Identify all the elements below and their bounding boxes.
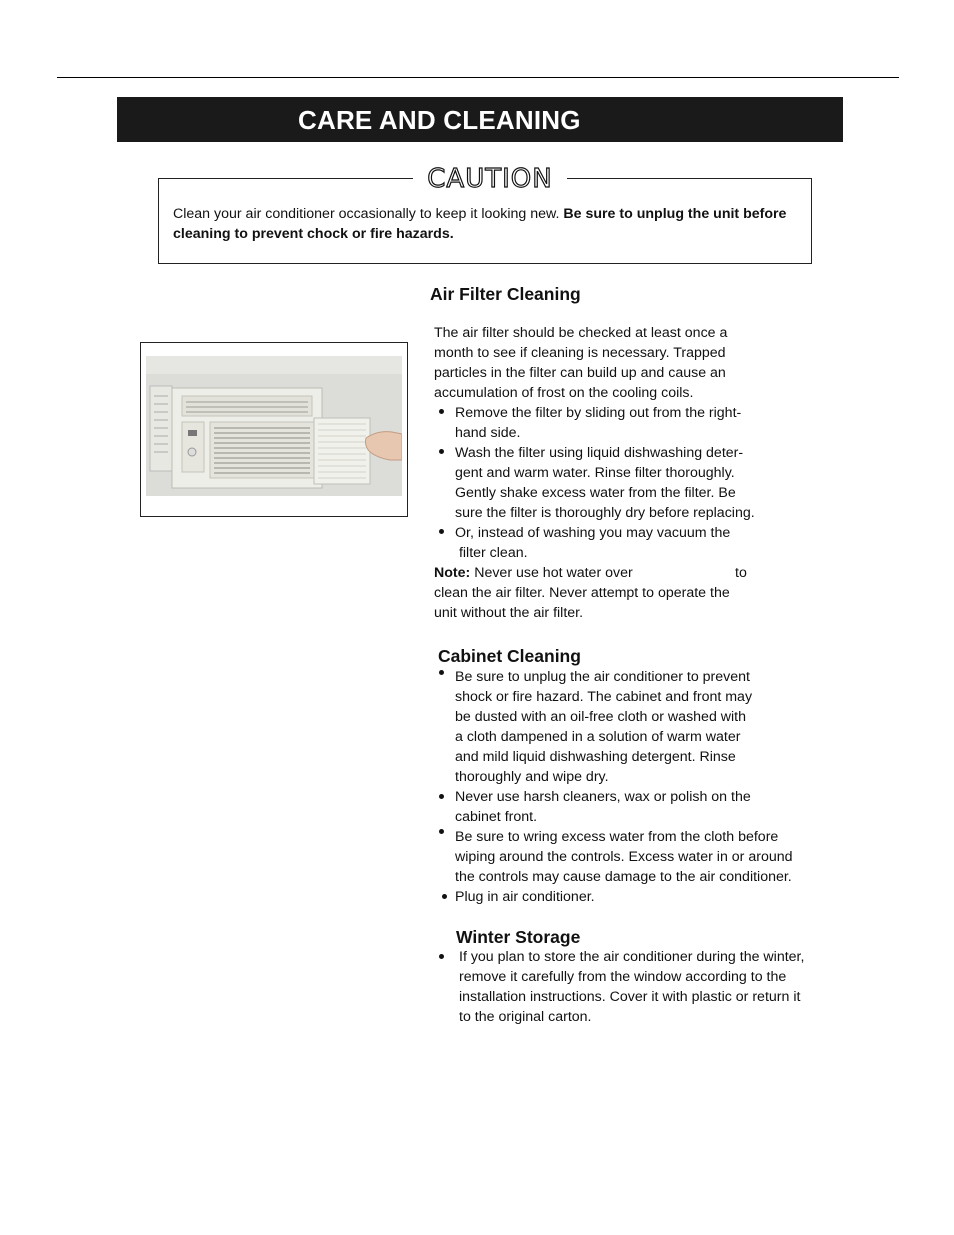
air-filter-photo-frame <box>140 342 408 517</box>
top-rule <box>57 77 899 78</box>
air-filter-intro-2: month to see if cleaning is necessary. Trapped <box>434 345 726 361</box>
cabinet-heading: Cabinet Cleaning <box>438 646 581 666</box>
caution-text <box>173 204 803 244</box>
air-filter-heading: Air Filter Cleaning <box>430 284 581 304</box>
winter-bullet-1-line-4: to the original carton. <box>459 1009 592 1025</box>
air-filter-bullet-1-line-2: hand side. <box>455 425 521 441</box>
bullet-dot <box>439 449 444 454</box>
winter-bullet-1-line-3: installation instructions. Cover it with plastic or return it <box>459 989 801 1005</box>
bullet-dot <box>439 829 444 834</box>
air-filter-intro-4: accumulation of frost on the cooling coils. <box>434 385 694 401</box>
section-banner <box>117 97 843 142</box>
air-filter-note-2: clean the air filter. Never attempt to operate the <box>434 585 730 601</box>
bullet-dot <box>439 529 444 534</box>
cabinet-bullet-1-line-2: shock or fire hazard. The cabinet and front may <box>455 689 753 705</box>
bullet-dot <box>439 409 444 414</box>
cabinet-bullet-4-line-1: Plug in air conditioner. <box>455 889 595 905</box>
cabinet-bullet-2-line-1: Never use harsh cleaners, wax or polish on the <box>455 789 751 805</box>
bullet-dot <box>439 670 444 675</box>
note-label: Note: <box>434 565 471 581</box>
cabinet-bullet-1-line-4: a cloth dampened in a solution of warm water <box>455 729 741 745</box>
cabinet-bullet-1-line-5: and mild liquid dishwashing detergent. Rinse <box>455 749 736 765</box>
note-text: Never use hot water over <box>470 565 633 581</box>
air-filter-bullet-2-line-2: gent and warm water. Rinse filter thoroughly. <box>455 465 735 481</box>
air-filter-note-end: to <box>735 565 747 581</box>
cabinet-bullet-1-line-6: thoroughly and wipe dry. <box>455 769 609 785</box>
cabinet-bullet-2-line-2: cabinet front. <box>455 809 538 825</box>
air-filter-note <box>434 563 633 583</box>
air-filter-bullet-3-line-1: Or, instead of washing you may vacuum the <box>455 525 731 541</box>
bullet-dot <box>439 794 444 799</box>
air-conditioner-illustration <box>146 356 402 496</box>
winter-bullet-1-line-2: remove it carefully from the window according to the <box>459 969 787 985</box>
page-title: CARE AND CLEANING <box>298 105 581 135</box>
air-filter-bullet-1-line-1: Remove the filter by sliding out from the right- <box>455 405 742 421</box>
air-filter-bullet-2-line-3: Gently shake excess water from the filter. Be <box>455 485 736 501</box>
winter-heading: Winter Storage <box>456 927 581 947</box>
cabinet-bullet-3-line-1: Be sure to wring excess water from the cloth before <box>455 829 779 845</box>
cabinet-bullet-3-line-2: wiping around the controls. Excess water in or around <box>455 849 793 865</box>
air-filter-intro-3: particles in the filter can build up and cause an <box>434 365 726 381</box>
air-filter-bullet-2-line-4: sure the filter is thoroughly dry before replacing. <box>455 505 755 521</box>
air-filter-intro-1: The air filter should be checked at least once a <box>434 325 728 341</box>
caution-text-bold: Be sure to unplug the unit before cleaning to prevent chock or fire hazards. <box>173 206 787 242</box>
air-filter-bullet-3-line-2: filter clean. <box>455 545 528 561</box>
cabinet-bullet-1-line-3: be dusted with an oil-free cloth or washed with <box>455 709 747 725</box>
winter-bullet-1-line-1: If you plan to store the air conditioner during the winter, <box>459 949 805 965</box>
bullet-dot <box>442 894 447 899</box>
bullet-dot <box>439 954 444 959</box>
caution-text-normal: Clean your air conditioner occasionally to keep it looking new. <box>173 206 564 222</box>
air-filter-note-3: unit without the air filter. <box>434 605 584 621</box>
cabinet-bullet-3-line-3: the controls may cause damage to the air conditioner. <box>455 869 792 885</box>
cabinet-bullet-1-line-1: Be sure to unplug the air conditioner to prevent <box>455 669 750 685</box>
air-filter-bullet-2-line-1: Wash the filter using liquid dishwashing deter- <box>455 445 744 461</box>
air-conditioner-photo <box>146 356 402 496</box>
caution-title: CAUTION <box>413 164 567 194</box>
